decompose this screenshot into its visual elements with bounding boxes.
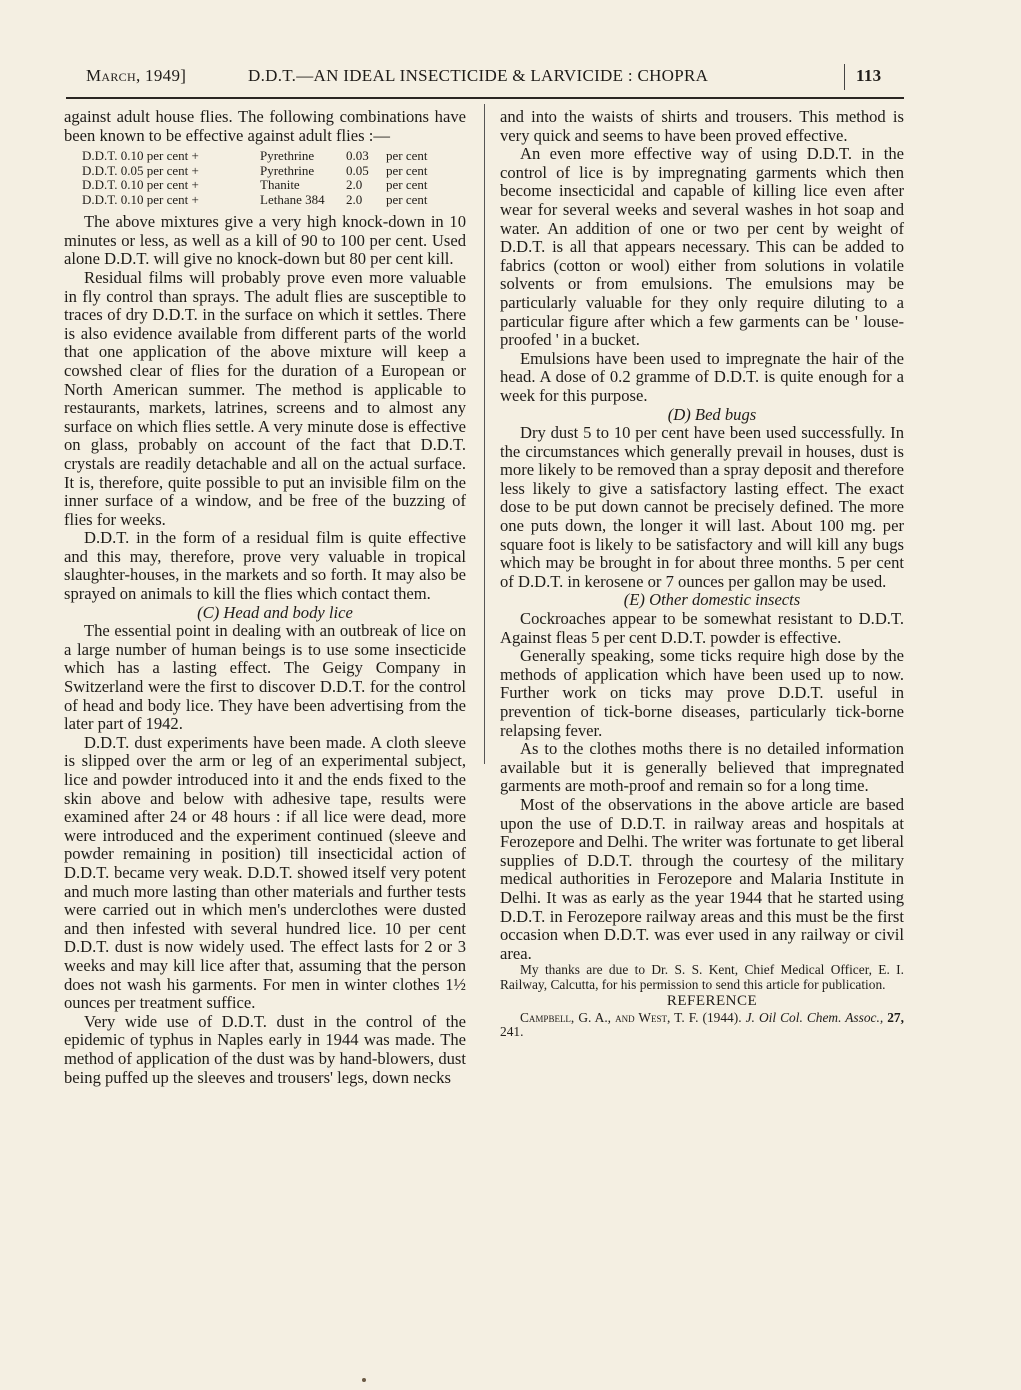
- paragraph: and into the waists of shirts and trousers. This method is very quick and seems to have been proved effective.: [500, 107, 904, 145]
- column-divider: [484, 104, 485, 764]
- page-number: 113: [856, 66, 882, 85]
- mixture-row: [82, 164, 466, 179]
- reference-pages: 241.: [500, 1024, 524, 1040]
- paragraph: An even more effective way of using D.D.T. in the control of lice is by impregnating garments which then become insecticidal and capable of killing lice even after wear for several weeks and several washes in hot soap and water. An addition of one or two per cent by weight of D.D.T. is all that appears necessary. This can be added to fabrics (cotton or wool) either from solutions in volatile solvents or from emulsions. The emulsions may be particularly valuable for they only require diluting to a particular figure after which a few garments can be ' louse-proofed ' in a bucket.: [500, 144, 904, 350]
- mixture-unit: per cent: [386, 177, 428, 193]
- mixture-row: [82, 193, 466, 208]
- paragraph: against adult house flies. The following combinations have been known to be effective against adult flies :—: [64, 107, 466, 145]
- mixture-amount: 2.0: [346, 177, 363, 193]
- running-header: [86, 64, 896, 94]
- paragraph: As to the clothes moths there is no detailed information available but it is generally believed that impregnated garments are moth-proof and remain so for a long time.: [500, 739, 904, 796]
- running-title: D.D.T.—AN IDEAL INSECTICIDE & LARVICIDE : CHOPRA: [248, 66, 709, 85]
- paragraph: Very wide use of D.D.T. dust in the control of the epidemic of typhus in Naples early in 1944 was made. The method of application of the dust was by hand-blowers, dust being puffed up the sleeves and trousers' legs, down necks: [64, 1011, 466, 1087]
- paragraph: Most of the observations in the above article are based upon the use of D.D.T. in railway areas and hospitals at Ferozepore and Delhi. The writer was fortunate to get liberal supplies of D.D.T. through the courtesy of the military medical authorities in Ferozepore and Malaria Institute in Delhi. It was as early as the year 1944 that he started using D.D.T. in Ferozepore railway areas and this must be the first occasion when D.D.T. was ever used in any railway or civil area.: [500, 794, 904, 963]
- header-separator: [844, 64, 845, 90]
- paragraph: The essential point in dealing with an outbreak of lice on a large number of human beings is to use some insecticide which has a lasting effect. The Geigy Company in Switzerland were the first to discover D.D.T. for the control of head and body lice. They have been advertising from the later part of 1942.: [64, 621, 466, 734]
- mixture-ddt: D.D.T. 0.05 per cent +: [82, 162, 199, 178]
- mixture-ddt: D.D.T. 0.10 per cent +: [82, 148, 199, 164]
- paragraph: Dry dust 5 to 10 per cent have been used successfully. In the circumstances which generally prevail in houses, dust is more likely to be removed than a spray deposit and therefore less likely to give a satisfactory lasting effect. The exact dose to be put down cannot be precisely defined. The more one puts down, the longer it will last. About 100 mg. per square foot is likely to be satisfactory and will kill any bugs which may be brought in for about three months. 5 per cent of D.D.T. in kerosene or 7 ounces per gallon may be used.: [500, 423, 904, 591]
- reference-authors: Campbell, G. A., and West, T. F. (1944).: [520, 1009, 742, 1025]
- mixture-ddt: D.D.T. 0.10 per cent +: [82, 177, 199, 193]
- paragraph: Cockroaches appear to be somewhat resistant to D.D.T. Against fleas 5 per cent D.D.T. powder is effective.: [500, 609, 904, 647]
- mixture-unit: per cent: [386, 191, 428, 207]
- paragraph: The above mixtures give a very high knock-down in 10 minutes or less, as well as a kill of 90 to 100 per cent. Used alone D.D.T. will give no knock-down but 80 per cent kill.: [64, 212, 466, 269]
- mixture-ddt: D.D.T. 0.10 per cent +: [82, 191, 199, 207]
- mixture-table: [82, 149, 466, 207]
- paragraph: D.D.T. dust experiments have been made. A cloth sleeve is slipped over the arm or leg of an experimental subject, lice and powder introduced into it and the ends fixed to the skin above and below with adhesive tape, results were examined after 24 or 48 hours : if all lice were dead, more were introduced and the experiment continued (sleeve and powder remaining in position) till insecticidal action of D.D.T. became very weak. D.D.T. showed itself very potent and much more lasting than other materials and further tests were carried out in which men's underclothes were dusted and then infested with several hundred lice. 10 per cent D.D.T. dust is now widely used. The effect lasts for 2 or 3 weeks and may kill lice after that, assuming that the person does not wash his garments. For men in winter clothes 1½ ounces per treatment suffice.: [64, 732, 466, 1013]
- mixture-amount: 2.0: [346, 191, 363, 207]
- mixture-unit: per cent: [386, 162, 428, 178]
- acknowledgement: My thanks are due to Dr. S. S. Kent, Chief Medical Officer, E. I. Railway, Calcutta, for his permission to send this article for publication.: [500, 962, 904, 992]
- right-column: [500, 108, 904, 1040]
- reference-volume: 27,: [887, 1009, 904, 1025]
- section-heading-head-body-lice: (C) Head and body lice: [197, 602, 353, 622]
- mixture-amount: 0.03: [346, 148, 369, 164]
- header-rule: [66, 97, 904, 99]
- paragraph: D.D.T. in the form of a residual film is quite effective and this may, therefore, prove very valuable in tropical slaughter-houses, in the markets and so forth. It may also be sprayed on animals to kill the flies which contact them.: [64, 528, 466, 604]
- mixture-agent: Lethane 384: [260, 191, 325, 207]
- mixture-agent: Pyrethrine: [260, 162, 315, 178]
- section-heading-other-insects: (E) Other domestic insects: [623, 590, 801, 610]
- paragraph: Residual films will probably prove even more valuable in fly control than sprays. The adult flies are susceptible to traces of dry D.D.T. in the surface on which it settles. There is also evidence available from different parts of the world that one application of the above mixture will keep a cowshed clear of flies for the duration of a European or North American summer. The method is applicable to restaurants, markets, latrines, screens and to almost any surface on which flies settle. A very minute dose is effective on glass, probably on account of the fact that D.D.T. crystals are readily detachable and all on the actual surface. It is, therefore, quite possible to put an invisible film on the inner surface of a window, and be free of the buzzing of flies for weeks.: [64, 267, 466, 529]
- paragraph: Emulsions have been used to impregnate the hair of the head. A dose of 0.2 gramme of D.D.T. is quite enough for a week for this purpose.: [500, 348, 904, 405]
- mixture-amount: 0.05: [346, 162, 369, 178]
- mixture-row: [82, 149, 466, 164]
- mixture-agent: Thanite: [260, 177, 300, 193]
- mixture-unit: per cent: [386, 148, 428, 164]
- mixture-agent: Pyrethrine: [260, 148, 315, 164]
- paragraph: Generally speaking, some ticks require high dose by the methods of application which have been used up to now. Further work on ticks may prove D.D.T. useful in prevention of tick-borne diseases, particularly tick-borne relapsing fever.: [500, 646, 904, 740]
- issue-date: March, 1949]: [86, 66, 187, 85]
- mixture-row: [82, 178, 466, 193]
- left-column: [64, 108, 466, 1087]
- page-speck: [362, 1378, 366, 1382]
- section-heading-bed-bugs: (D) Bed bugs: [667, 404, 757, 424]
- reference-journal: J. Oil Col. Chem. Assoc.,: [745, 1009, 884, 1025]
- reference-heading: REFERENCE: [666, 993, 758, 1010]
- reference-entry: [500, 1011, 904, 1040]
